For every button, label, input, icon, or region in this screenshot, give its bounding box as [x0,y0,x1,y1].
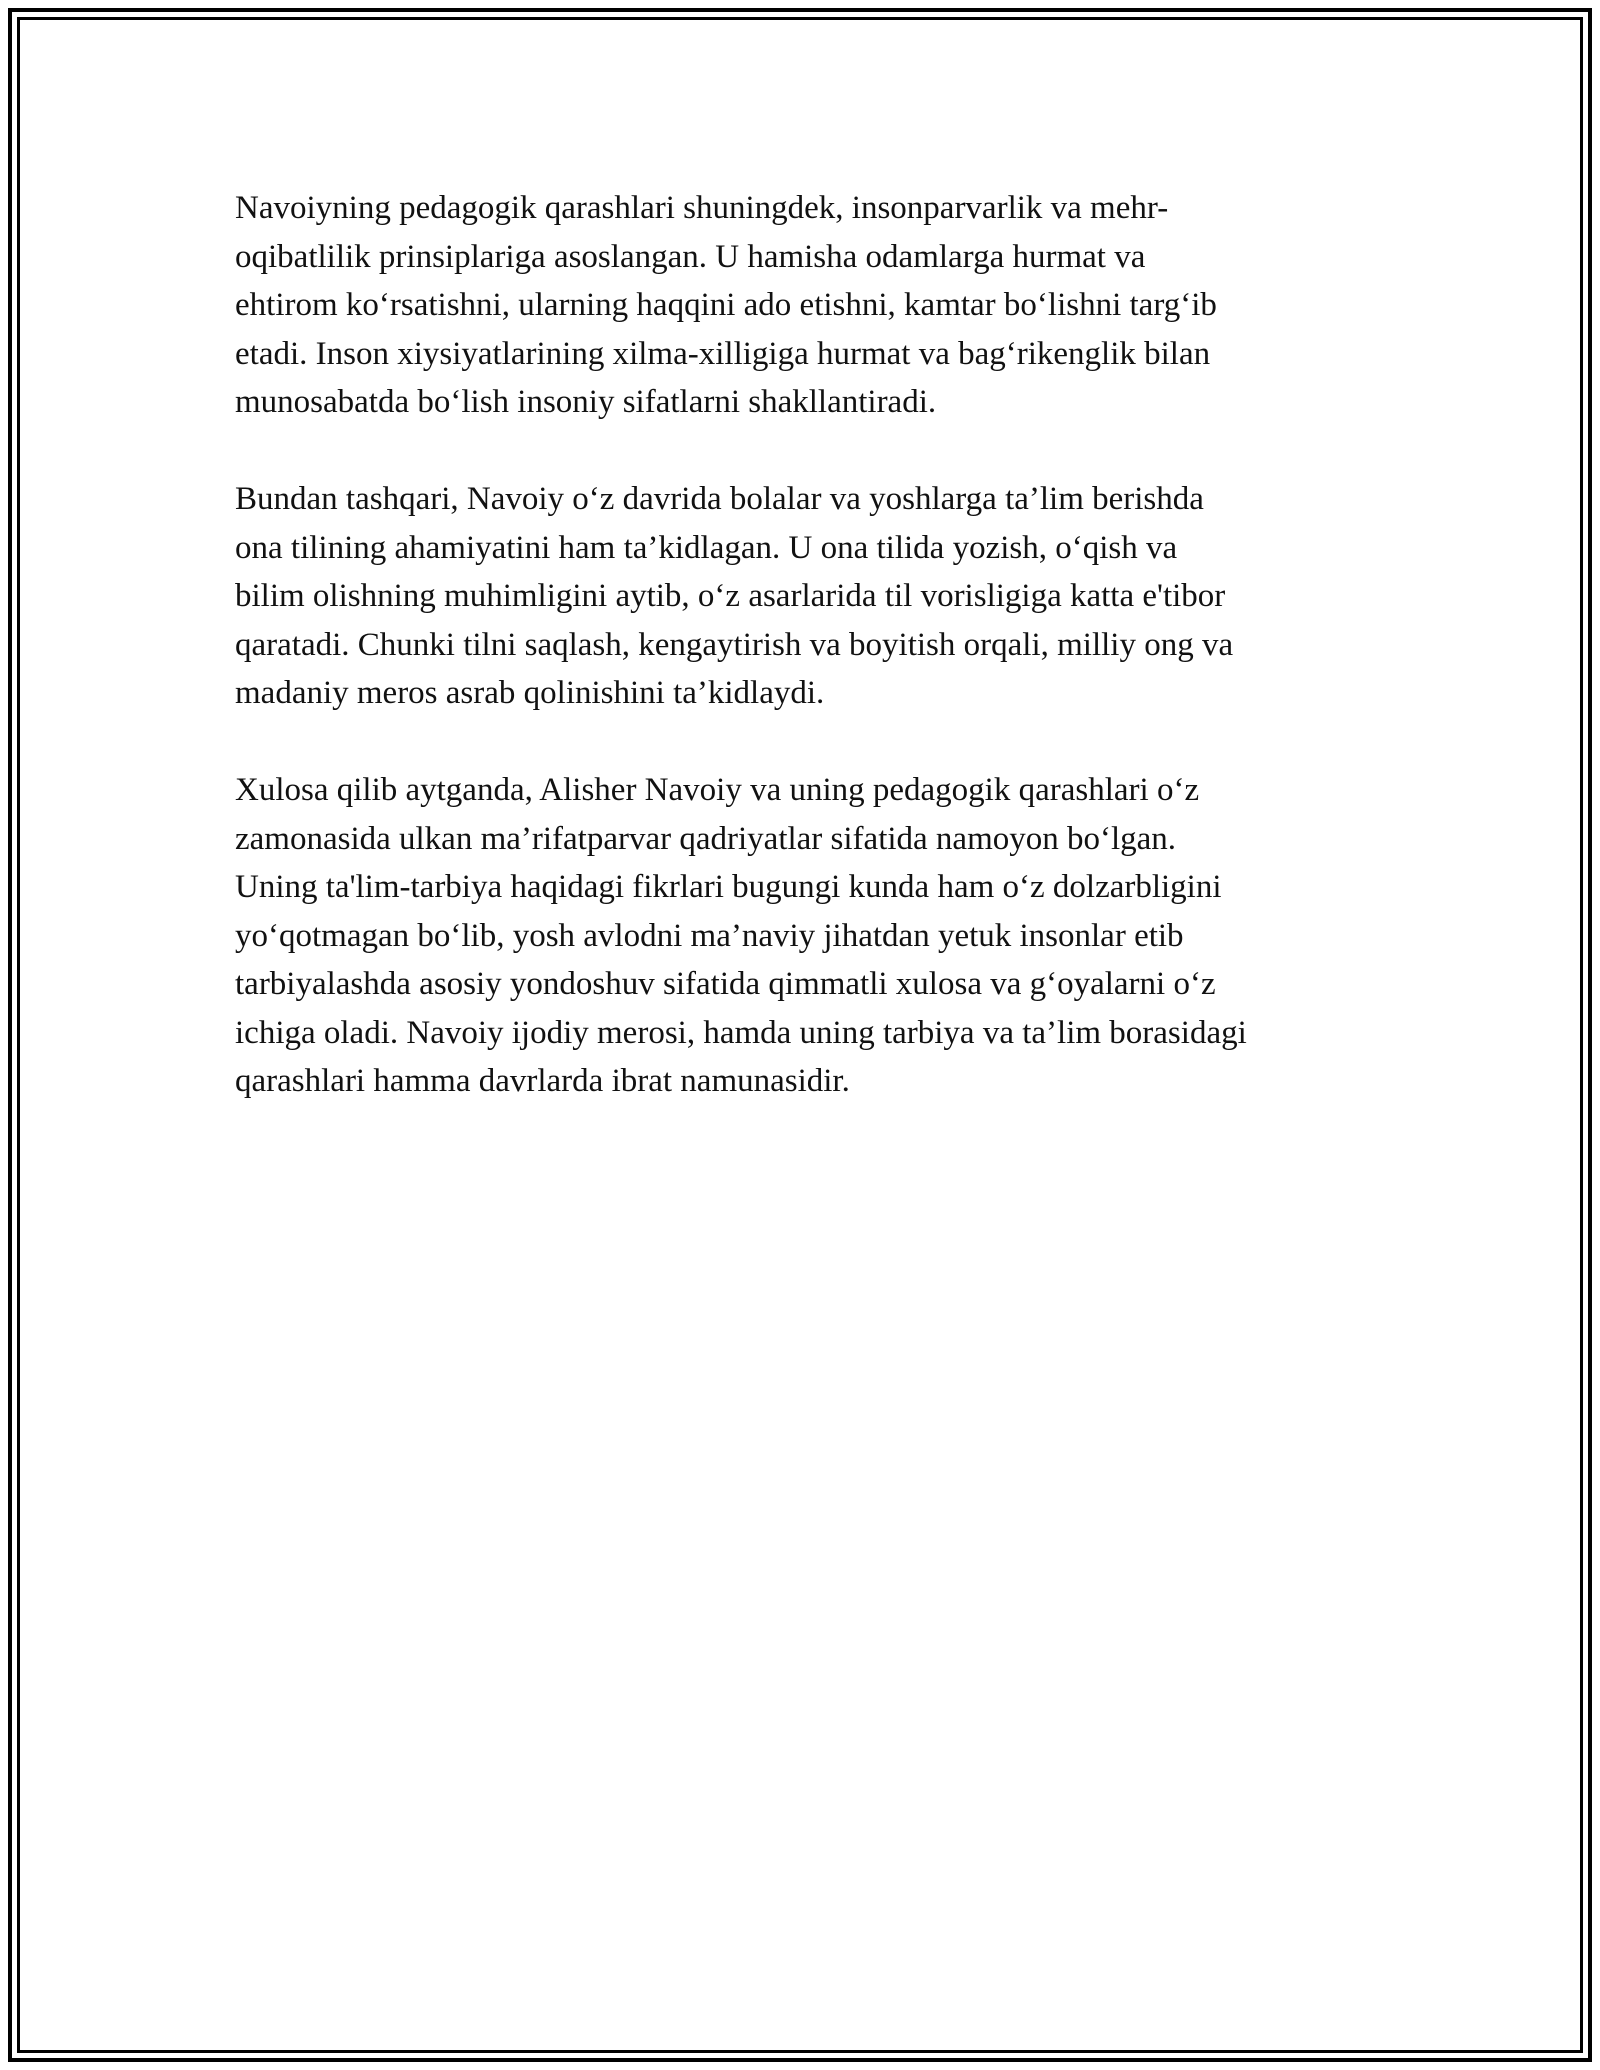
paragraph-line: qarashlari hamma davrlarda ibrat namunasidir. [235,1063,850,1099]
paragraph-line: Uning ta'lim-tarbiya haqidagi fikrlari bugungi kunda ham o‘z dolzarbligini [235,869,1222,905]
paragraph-line: ona tilining ahamiyatini ham ta’kidlagan. U ona tilida yozish, o‘qish va [235,529,1178,566]
paragraph-line: tarbiyalashda asosiy yondoshuv sifatida qimmatli xulosa va g‘oyalarni o‘z [235,966,1216,1002]
paragraph-line: munosabatda bo‘lish insoniy sifatlarni shakllantiradi. [235,384,937,420]
paragraph-3 [235,766,1365,1106]
paragraph-line: yo‘qotmagan bo‘lib, yosh avlodni ma’naviy jihatdan yetuk insonlar etib [235,917,1184,954]
paragraph-line: qaratadi. Chunki tilni saqlash, kengaytirish va boyitish orqali, milliy ong va [235,626,1234,663]
paragraph-line: etadi. Inson xiysiyatlarining xilma-xilligiga hurmat va bag‘rikenglik bilan [235,335,1211,372]
paragraph-line: oqibatlilik prinsiplariga asoslangan. U hamisha odamlarga hurmat va [235,238,1146,275]
paragraph-line: ehtirom ko‘rsatishni, ularning haqqini ado etishni, kamtar bo‘lishni targ‘ib [235,287,1217,323]
paragraph-1 [235,184,1365,427]
paragraph-line: Navoiyning pedagogik qarashlari shuningdek, insonparvarlik va mehr- [235,190,1169,226]
paragraph-line: zamonasida ulkan ma’rifatparvar qadriyatlar sifatida namoyon bo‘lgan. [235,820,1177,857]
paragraph-line: ichiga oladi. Navoiy ijodiy merosi, hamda uning tarbiya va ta’lim borasidagi [235,1014,1247,1051]
paragraph-line: Xulosa qilib aytganda, Alisher Navoiy va uning pedagogik qarashlari o‘z [235,772,1200,808]
paragraph-2 [235,475,1365,718]
paragraph-line: madaniy meros asrab qolinishini ta’kidlaydi. [235,675,825,711]
paragraph-line: Bundan tashqari, Navoiy o‘z davrida bolalar va yoshlarga ta’lim berishda [235,481,1204,517]
paragraph-line: bilim olishning muhimligini aytib, o‘z asarlarida til vorisligiga katta e'tibor [235,578,1226,614]
document-body [235,184,1365,1154]
